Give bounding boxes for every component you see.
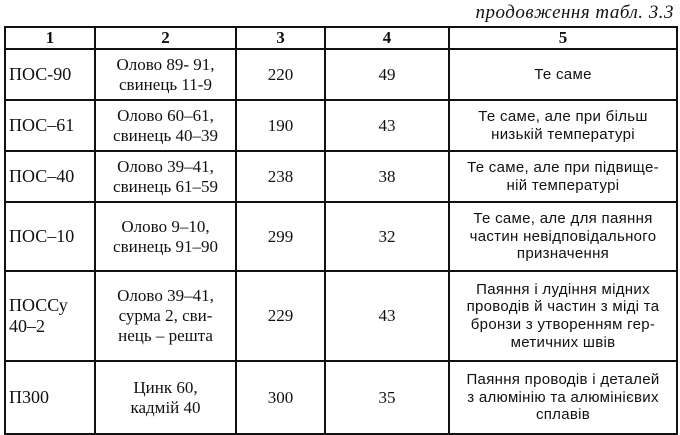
value-cell-4: 35 — [325, 361, 449, 434]
solder-grade-cell: ПОС–61 — [5, 100, 95, 151]
table-row — [5, 151, 677, 202]
table-continuation-caption: продовження табл. 3.3 — [475, 2, 674, 23]
application-cell: Те саме, але при підвище- ній температурі — [449, 151, 677, 202]
value-cell-4: 32 — [325, 202, 449, 271]
solder-grade-cell: ПОС–40 — [5, 151, 95, 202]
value-cell-3: 220 — [236, 49, 325, 100]
composition-cell: Олово 89- 91, свинець 11-9 — [95, 49, 236, 100]
application-cell: Те саме, але для паяння частин невідповідального призначення — [449, 202, 677, 271]
value-cell-3: 229 — [236, 271, 325, 361]
table-header-row — [5, 27, 677, 49]
solder-properties-table — [4, 26, 678, 435]
column-header-4: 4 — [325, 27, 449, 49]
application-cell: Паяння проводів і деталей з алюмінію та алюмінієвих сплавів — [449, 361, 677, 434]
solder-grade-cell: П300 — [5, 361, 95, 434]
application-cell: Те саме — [449, 49, 677, 100]
table-row — [5, 49, 677, 100]
value-cell-3: 238 — [236, 151, 325, 202]
value-cell-4: 49 — [325, 49, 449, 100]
value-cell-3: 300 — [236, 361, 325, 434]
solder-grade-cell: ПОССу 40–2 — [5, 271, 95, 361]
application-cell: Те саме, але при більш низькій температурі — [449, 100, 677, 151]
value-cell-3: 299 — [236, 202, 325, 271]
solder-grade-cell: ПОС–10 — [5, 202, 95, 271]
value-cell-3: 190 — [236, 100, 325, 151]
value-cell-4: 38 — [325, 151, 449, 202]
application-cell: Паяння і лудіння мідних проводів й частин з міді та бронзи з утворенням гер- метичних швів — [449, 271, 677, 361]
solder-grade-cell: ПОС-90 — [5, 49, 95, 100]
value-cell-4: 43 — [325, 100, 449, 151]
column-header-5: 5 — [449, 27, 677, 49]
composition-cell: Олово 60–61, свинець 40–39 — [95, 100, 236, 151]
value-cell-4: 43 — [325, 271, 449, 361]
table-row — [5, 271, 677, 361]
table-row — [5, 202, 677, 271]
composition-cell: Олово 9–10, свинець 91–90 — [95, 202, 236, 271]
column-header-3: 3 — [236, 27, 325, 49]
column-header-2: 2 — [95, 27, 236, 49]
composition-cell: Олово 39–41, сурма 2, сви- нець – решта — [95, 271, 236, 361]
column-header-1: 1 — [5, 27, 95, 49]
table-row — [5, 100, 677, 151]
composition-cell: Олово 39–41, свинець 61–59 — [95, 151, 236, 202]
table-row — [5, 361, 677, 434]
composition-cell: Цинк 60, кадмій 40 — [95, 361, 236, 434]
